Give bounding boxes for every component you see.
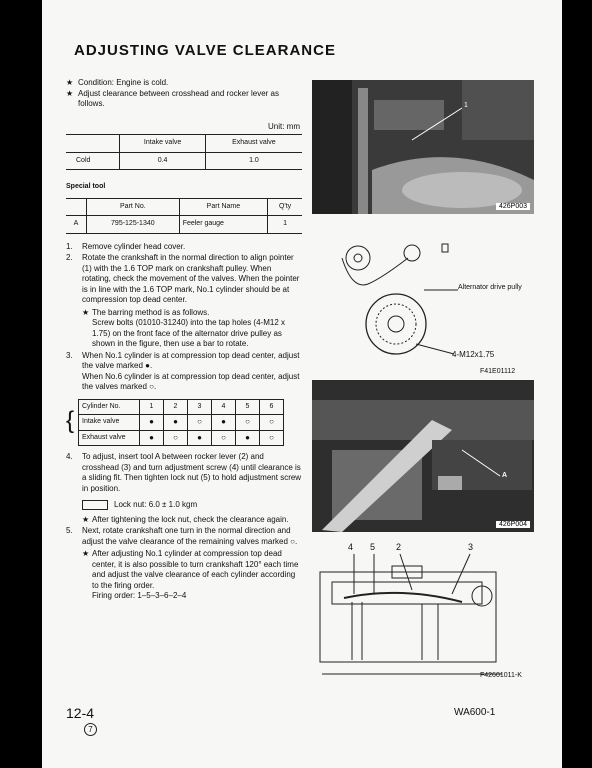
cyl-header: 1 <box>140 399 164 415</box>
label-2: 2 <box>396 542 402 552</box>
callout-a: A <box>502 472 508 479</box>
note-text: After adjusting No.1 cylinder at compression top dead center, it is also possible to turn crankshaft 120° each time and adjust the valve clearance of each cylinder according to the firing order. <box>92 549 299 590</box>
pulley-diagram <box>312 228 534 378</box>
tool-cell: 1 <box>268 216 302 234</box>
step-text: Remove cylinder head cover. <box>82 241 186 251</box>
valve-mark: ● <box>236 430 260 446</box>
step-number: 5. <box>66 526 73 535</box>
label-5: 5 <box>370 542 376 552</box>
valve-label: Exhaust valve <box>79 430 140 446</box>
step-text: When No.1 cylinder is at compression top dead center, adjust the valve marked ●. <box>82 350 300 370</box>
feeler-gauge-photo <box>312 380 534 532</box>
cyl-header: 6 <box>260 399 284 415</box>
label-3: 3 <box>468 542 474 552</box>
step-text: Rotate the crankshaft in the normal direction to align pointer (1) with the 1.6 TOP mark on crankshaft pulley. When rotating, check the movement of the valves. When the pointer is in line with the 1.6 TOP mark, No.1 cylinder should be at compression top dead center. <box>82 253 300 304</box>
step-5-note <box>66 549 302 591</box>
star-icon: ★ <box>82 514 90 524</box>
special-tool-heading: Special tool <box>66 183 106 190</box>
step-4-note <box>66 515 302 526</box>
step-number: 1. <box>66 241 73 251</box>
tool-cell: A <box>73 220 79 227</box>
clearance-table <box>66 134 302 170</box>
revision-mark: 7 <box>84 723 97 736</box>
cyl-header: 3 <box>188 399 212 415</box>
star-icon: ★ <box>66 78 74 87</box>
pointer-photo-art <box>312 80 534 214</box>
model-label: WA600-1 <box>454 707 496 718</box>
step-3-continued: When No.6 cylinder is at compression top dead center, adjust the valves marked ○. <box>82 371 300 391</box>
callout-1: 1 <box>464 102 468 109</box>
clearance-header <box>66 135 120 153</box>
step-5 <box>66 526 302 547</box>
page-number: 12-4 <box>66 705 95 721</box>
figure-code: 426P003 <box>496 203 530 210</box>
step-2-note <box>66 308 302 319</box>
condition-note <box>66 78 302 89</box>
tool-header: Q'ty <box>268 198 302 216</box>
cyl-header: 5 <box>236 399 260 415</box>
cyl-header: Cylinder No. <box>79 399 140 415</box>
torque-wrench-icon <box>82 500 108 510</box>
instruction-column <box>66 78 302 602</box>
pointer-photo <box>312 80 534 214</box>
step-2 <box>66 253 302 306</box>
unit-label: Unit: mm <box>268 121 300 131</box>
rocker-diagram-art <box>312 542 534 682</box>
manual-page <box>42 0 562 768</box>
alternator-label: Alternator drive pully <box>458 284 522 291</box>
bolt-label: 4-M12x1.75 <box>452 350 495 359</box>
rocker-diagram <box>312 542 534 682</box>
clearance-header: Exhaust valve <box>205 135 302 153</box>
tool-header: Part Name <box>179 198 267 216</box>
step-number: 3. <box>66 350 73 360</box>
note-text: The barring method is as follows. <box>92 307 210 317</box>
feeler-gauge-photo-art <box>312 380 534 532</box>
tool-cell: Feeler gauge <box>179 216 267 234</box>
cylinder-table-wrapper <box>66 399 284 447</box>
note-text: After tightening the lock nut, check the clearance again. <box>92 514 289 524</box>
step-number: 2. <box>66 253 73 262</box>
valve-label: Intake valve <box>79 415 140 431</box>
star-icon: ★ <box>66 88 74 98</box>
clearance-cell: 0.4 <box>120 152 206 170</box>
step-1 <box>66 242 302 253</box>
torque-spec <box>66 500 302 511</box>
valve-mark: ● <box>140 415 164 431</box>
adjust-text: Adjust clearance between crosshead and rocker lever as follows. <box>78 88 279 108</box>
cyl-header: 4 <box>212 399 236 415</box>
valve-mark: ○ <box>236 415 260 431</box>
valve-mark: ● <box>140 430 164 446</box>
brace-mark: { <box>66 406 75 434</box>
tool-header <box>66 198 86 216</box>
tool-cell: 795-125-1340 <box>86 216 179 234</box>
star-icon: ★ <box>82 549 90 558</box>
step-4 <box>66 452 302 494</box>
figure-code: F42601011-K <box>480 672 522 679</box>
tool-header: Part No. <box>86 198 179 216</box>
barring-method-text: Screw bolts (01010-31240) into the tap holes (4-M12 x 1.75) on the front face of the alternator drive pulley as shown in the figure, then use a bar to rotate. <box>92 318 285 348</box>
procedure-steps <box>66 242 302 602</box>
step-text: To adjust, insert tool A between rocker lever (2) and crosshead (3) and turn adjustment screw (4) until clearance is a sliding fit. Then tighten lock nut (5) to hold adjustment screw in position. <box>82 452 302 493</box>
valve-mark: ● <box>188 430 212 446</box>
torque-text: Lock nut: 6.0 ± 1.0 kgm <box>114 500 198 509</box>
page-title: ADJUSTING VALVE CLEARANCE <box>74 42 336 59</box>
valve-mark: ● <box>164 415 188 431</box>
valve-mark: ● <box>212 415 236 431</box>
clearance-header: Intake valve <box>120 135 206 153</box>
valve-mark: ○ <box>212 430 236 446</box>
valve-mark: ○ <box>188 415 212 431</box>
label-4: 4 <box>348 542 354 552</box>
step-number: 4. <box>66 452 73 461</box>
adjust-note <box>66 89 302 110</box>
valve-mark: ○ <box>164 430 188 446</box>
figure-code: F41E01112 <box>480 368 516 375</box>
step-3 <box>66 351 302 372</box>
cyl-header: 2 <box>164 399 188 415</box>
clearance-cell: Cold <box>76 156 91 164</box>
firing-order: Firing order: 1–5–3–6–2–4 <box>92 591 187 600</box>
valve-mark: ○ <box>260 430 284 446</box>
valve-mark: ○ <box>260 415 284 431</box>
pulley-diagram-art <box>312 228 534 378</box>
condition-text: Condition: Engine is cold. <box>78 78 169 87</box>
clearance-cell: 1.0 <box>205 152 302 170</box>
cylinder-table <box>78 399 284 447</box>
step-text: Next, rotate crankshaft one turn in the normal direction and adjust the valve clearance of the remaining valves marked ○. <box>82 526 298 546</box>
figure-code: 426P004 <box>496 521 530 528</box>
tool-table <box>66 198 302 234</box>
star-icon: ★ <box>82 307 90 317</box>
